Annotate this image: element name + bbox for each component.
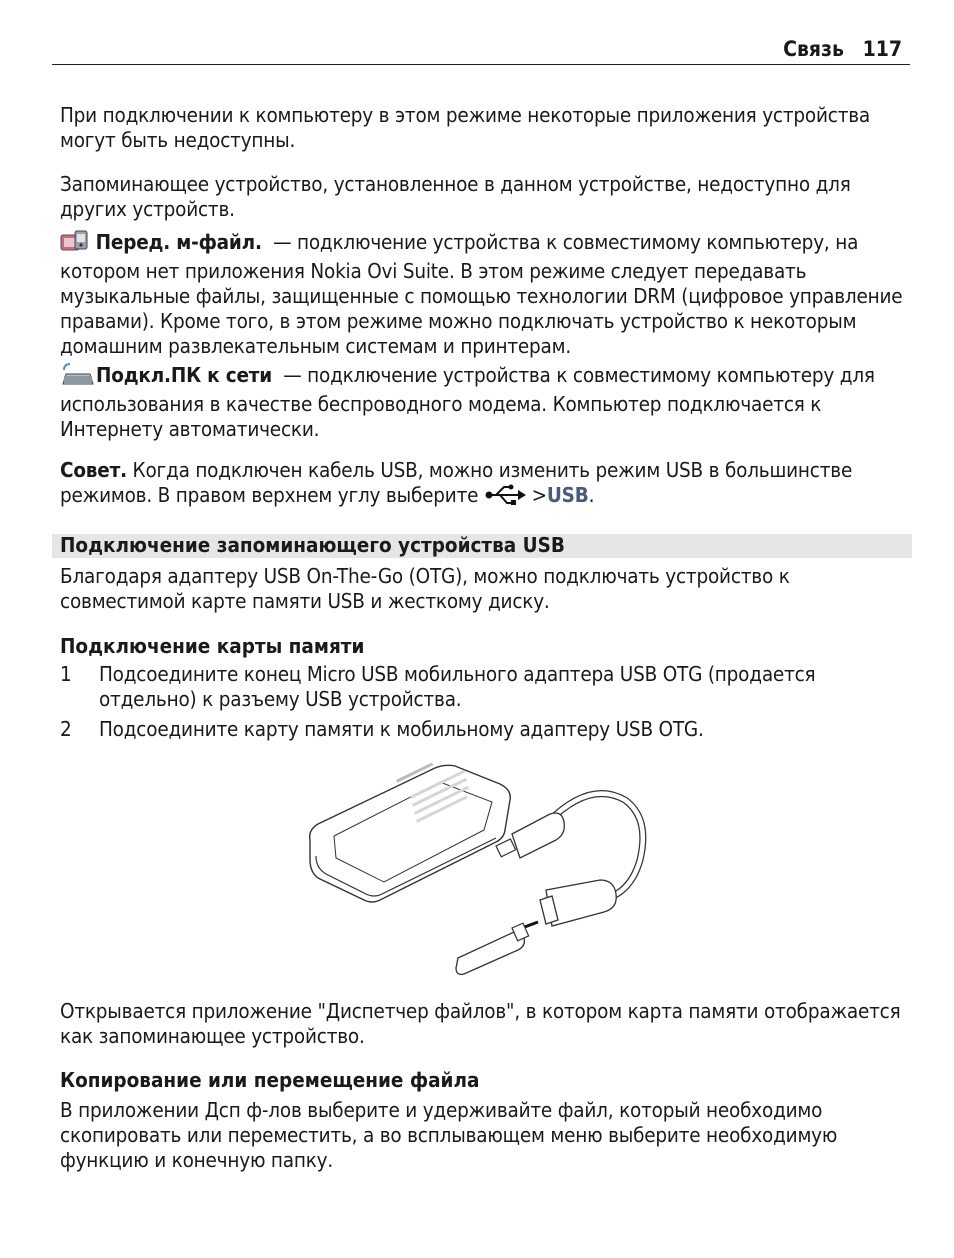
pc-net-description: [60, 362, 912, 442]
tip-paragraph: [60, 458, 912, 512]
phone-image: [310, 762, 511, 902]
memory-card-image: [456, 923, 529, 974]
tip-label: Совет.: [60, 458, 127, 482]
subheading-copy-move: Копирование или перемещение файла: [60, 1068, 480, 1092]
usb-icon[interactable]: [484, 484, 526, 512]
step-text-1: Подсоедините конец Micro USB мобильного адаптера USB OTG (продается отдельно) к разъему USB устройства.: [99, 662, 816, 711]
media-transfer-text: — подключение устройства к совместимому компьютеру, на котором нет приложения Nokia Ovi Suite. В этом режиме следует передавать музыкальные файлы, защищенные с помощью технологии DRM (цифровое управление правами). Кроме того, в этом режиме можно подключать устройство к некоторым домашним развлекательным системам и принтерам.: [60, 230, 903, 358]
media-transfer-description: [60, 229, 912, 359]
subheading-connect-card: Подключение карты памяти: [60, 634, 365, 658]
paragraph-apps-unavailable: При подключении к компьютеру в этом режиме некоторые приложения устройства могут быть недоступны.: [60, 103, 871, 152]
page-header: [52, 34, 910, 65]
tip-usb-option[interactable]: USB: [546, 483, 589, 507]
step-text-2: Подсоедините карту памяти к мобильному адаптеру USB OTG.: [99, 717, 704, 741]
section-intro: Благодаря адаптеру USB On-The-Go (OTG), можно подключать устройство к совместимой карте памяти USB и жесткому диску.: [60, 564, 790, 613]
usb-otg-illustration: [300, 760, 660, 980]
section-title: Подключение запоминающего устройства USB: [60, 533, 565, 557]
pc-net-title: Подкл.ПК к сети: [96, 363, 272, 387]
section-name: Связь: [783, 37, 844, 61]
step-number-2: 2: [60, 717, 72, 741]
paragraph-storage-unavailable: Запоминающее устройство, установленное в данном устройстве, недоступно для других устройств.: [60, 172, 851, 221]
step-number-1: 1: [60, 662, 72, 686]
tip-arrow: >: [531, 483, 547, 507]
tip-text: Когда подключен кабель USB, можно изменить режим USB в большинстве режимов. В правом верхнем углу выберите: [60, 458, 853, 507]
paragraph-copy-move: В приложении Дсп ф-лов выберите и удерживайте файл, который необходимо скопировать или переместить, а во всплывающем меню выберите необходимую функцию и конечную папку.: [60, 1098, 838, 1172]
otg-adapter-image: [496, 794, 643, 932]
tip-end: .: [588, 483, 595, 507]
pc-net-text: — подключение устройства к совместимому компьютеру для использования в качестве беспроводного модема. Компьютер подключается к Интернету автоматически.: [60, 363, 875, 441]
media-transfer-title: Перед. м-файл.: [95, 230, 262, 254]
page-number: 117: [862, 37, 902, 61]
paragraph-file-manager: Открывается приложение "Диспетчер файлов", в котором карта памяти отображается как запоминающее устройство.: [60, 999, 901, 1048]
pc-connection-icon: [60, 362, 96, 392]
media-transfer-icon: [60, 229, 90, 259]
